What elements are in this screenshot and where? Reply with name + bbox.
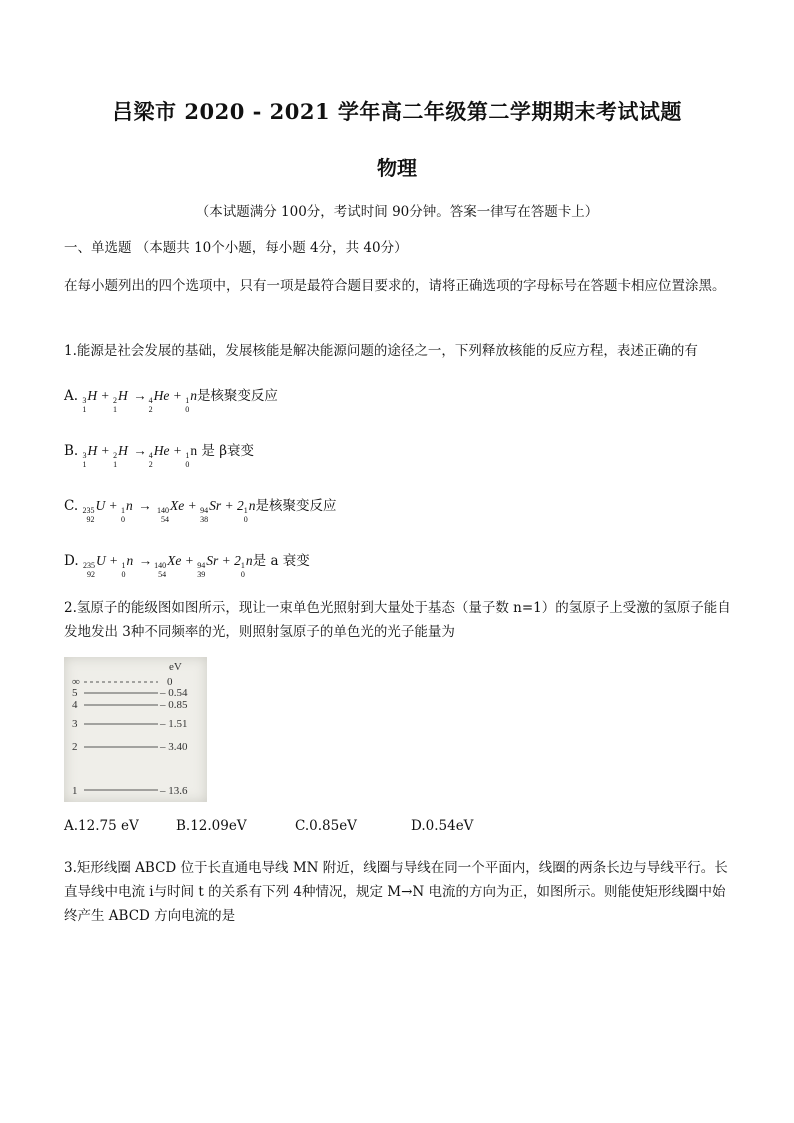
level-n: 1	[72, 785, 78, 797]
option-label: A.	[64, 388, 79, 404]
equation-d: 235 92 U + 1 0 n → 140 54 Xe + 94 39 Sr + 2 1 0 n	[82, 553, 253, 579]
question-1-option-d[interactable]	[64, 549, 310, 579]
level-energy: – 1.51	[160, 718, 188, 730]
subject-title: 物理	[377, 156, 417, 180]
exam-title: 吕梁市 2020 - 2021 学年高二年级第二学期期末考试试题	[112, 99, 682, 124]
level-n: 3	[72, 718, 78, 730]
level-energy: – 13.6	[160, 785, 188, 797]
option-tail: 是 β衰变	[201, 443, 255, 459]
question-2-answer-a[interactable]: A.12.75 eV	[64, 818, 139, 834]
option-label: C.	[64, 498, 79, 514]
option-tail: 是核聚变反应	[196, 388, 278, 404]
section-heading: 一、单选题 （本题共 10个小题，每小题 4分，共 40分）	[64, 240, 408, 256]
question-2-stem: 2.氢原子的能级图如图所示，现让一束单色光照射到大量处于基态（量子数 n=1）的氢原子上受激的氢原子能自发地发出 3种不同频率的光，则照射氢原子的单色光的光子能量为	[64, 600, 731, 640]
option-tail: 是核聚变反应	[255, 498, 337, 514]
question-2-answer-c[interactable]: C.0.85eV	[295, 818, 357, 834]
question-1-option-a[interactable]	[64, 384, 278, 414]
level-energy: 0	[167, 676, 173, 688]
question-1-option-c[interactable]	[64, 494, 337, 524]
question-1-option-b[interactable]	[64, 439, 254, 469]
exam-note: （本试题满分 100分，考试时间 90分钟。答案一律写在答题卡上）	[195, 204, 599, 220]
question-2-answer-b[interactable]: B.12.09eV	[176, 818, 247, 834]
question-2-answer-d[interactable]: D.0.54eV	[411, 818, 474, 834]
level-energy: – 0.54	[160, 687, 188, 699]
equation-b: 3 1 H + 2 1 H → 4 2 He + 1 0 n	[82, 443, 198, 469]
level-energy: – 0.85	[160, 699, 188, 711]
option-tail: 是 a 衰变	[252, 553, 310, 569]
level-n: 4	[72, 699, 78, 711]
option-label: D.	[64, 553, 79, 569]
unit-label: eV	[169, 661, 182, 673]
level-energy: – 3.40	[160, 741, 188, 753]
level-n: ∞	[72, 676, 80, 688]
section-instructions: 在每小题列出的四个选项中，只有一项是最符合题目要求的，请将正确选项的字母标号在答题卡相应位置涂黑。	[64, 278, 726, 294]
level-n: 2	[72, 741, 78, 753]
question-1-stem: 1.能源是社会发展的基础，发展核能是解决能源问题的途径之一，下列释放核能的反应方程，表述正确的有	[64, 343, 698, 359]
equation-a: 3 1 H + 2 1 H → 4 2 He + 1 0 n	[82, 388, 197, 414]
energy-level-diagram	[64, 657, 207, 802]
level-n: 5	[72, 687, 78, 699]
energy-level-svg	[64, 657, 207, 802]
equation-c: 235 92 U + 1 0 n → 140 54 Xe + 94 38 Sr + 2 1 0 n	[82, 498, 256, 524]
option-label: B.	[64, 443, 79, 459]
question-3-stem: 3.矩形线圈 ABCD 位于长直通电导线 MN 附近，线圈与导线在同一个平面内，线圈的两条长边与导线平行。长直导线中电流 i与时间 t 的关系有下列 4种情况，规定 M→N 电流的方向为正，如图所示。则能使矩形线圈中始终产生 ABCD 方向电流的是	[64, 860, 728, 924]
